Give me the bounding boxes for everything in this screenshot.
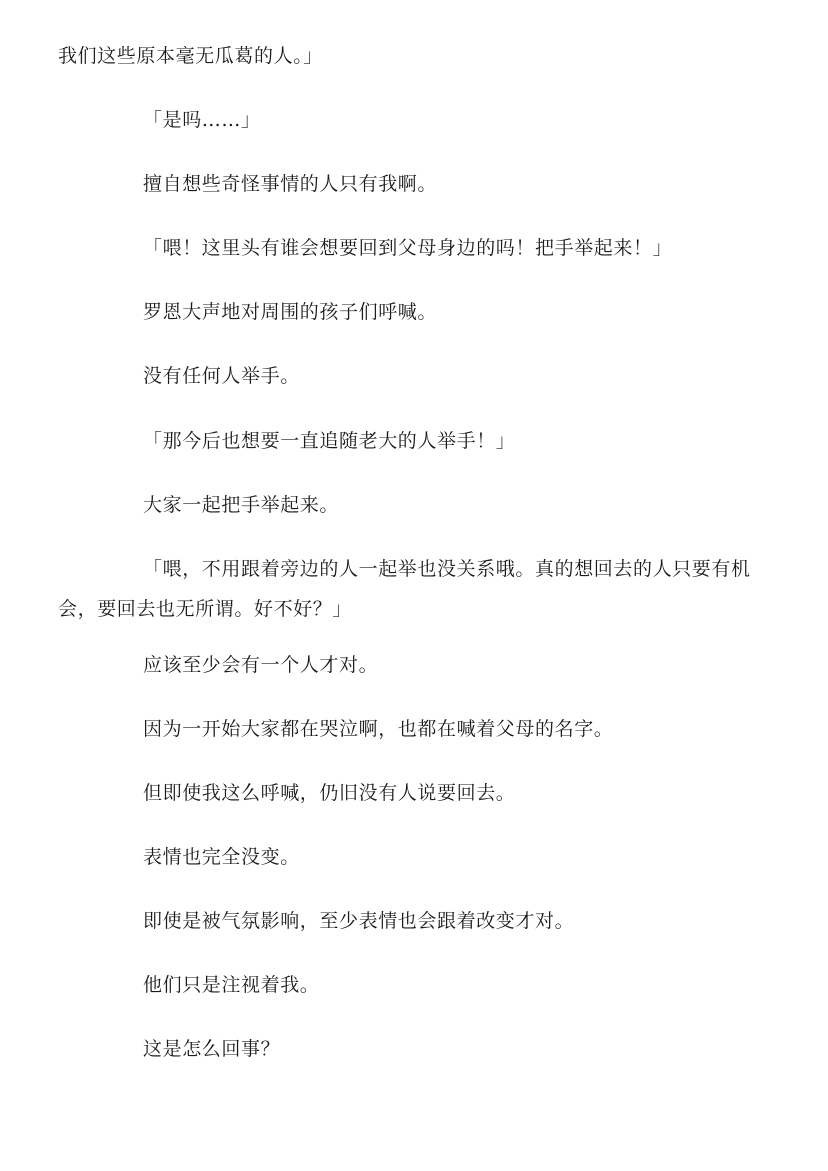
paragraph-2: 「是吗……」 [143,109,261,131]
paragraph-16: 这是怎么回事？ [143,1038,281,1060]
paragraph-1: 我们这些原本毫无瓜葛的人。」 [58,45,323,67]
paragraph-15: 他们只是注视着我。 [143,974,320,996]
paragraph-6: 没有任何人举手。 [143,365,300,387]
paragraph-12: 但即使我这么呼喊，仍旧没有人说要回去。 [143,782,516,804]
paragraph-9: 「喂，不用跟着旁边的人一起举也没关系哦。真的想回去的人只要有机会，要回去也无所谓。好不好？」 [58,558,751,620]
paragraph-13: 表情也完全没变。 [143,846,300,868]
paragraph-10: 应该至少会有一个人才对。 [143,654,379,676]
paragraph-11: 因为一开始大家都在哭泣啊，也都在喊着父母的名字。 [143,718,614,740]
paragraph-14: 即使是被气氛影响，至少表情也会跟着改变才对。 [143,910,575,932]
paragraph-3: 擅自想些奇怪事情的人只有我啊。 [143,173,438,195]
paragraph-5: 罗恩大声地对周围的孩子们呼喊。 [143,301,438,323]
paragraph-4: 「喂！这里头有谁会想要回到父母身边的吗！把手举起来！」 [143,237,673,259]
paragraph-8: 大家一起把手举起来。 [143,494,340,516]
paragraph-7: 「那今后也想要一直追随老大的人举手！」 [143,430,516,452]
